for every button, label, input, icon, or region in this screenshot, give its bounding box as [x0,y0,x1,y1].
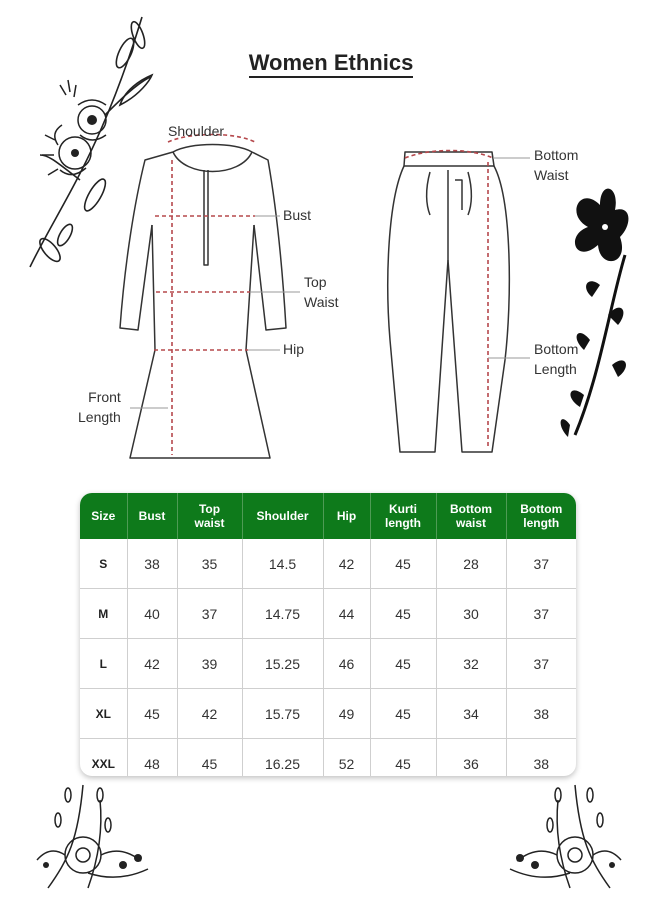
label-front-length-line1: Front [88,389,121,405]
header-size: Size [80,493,127,539]
cell-bottom-waist: 34 [436,689,506,739]
cell-bottom-length: 38 [533,755,550,772]
cell-top-waist: 35 [177,539,242,589]
floral-decoration-bottom-left-icon [28,780,158,890]
label-bust: Bust [283,207,312,223]
table-row [80,639,576,689]
label-bottom-waist-line1: Bottom [534,147,579,163]
cell-size: S [80,539,127,589]
table-row [80,689,576,739]
header-hip: Hip [323,493,370,539]
page-title: Women Ethnics [0,50,662,76]
cell-shoulder: 14.5 [242,539,323,589]
cell-size: L [80,639,127,689]
table-row [80,589,576,639]
label-hip: Hip [283,341,305,357]
cell-bottom-waist: 30 [436,589,506,639]
label-top-waist [304,272,338,312]
label-top-waist-line2: Waist [304,294,339,310]
label-front-length [78,387,121,427]
label-shoulder: Shoulder [168,123,225,139]
cell-bottom-length: 37 [506,589,576,639]
cell-size: XXL [80,739,127,777]
floral-decoration-bottom-right-icon [500,780,630,890]
cell-bottom-waist: 36 [436,739,506,777]
cell-top-waist: 37 [177,589,242,639]
label-bottom-length-line1: Bottom [534,341,579,357]
cell-hip: 49 [323,689,370,739]
cell-size: XL [80,689,127,739]
cell-bust: 48 [127,739,177,777]
cell-bottom-length: 38 [506,689,576,739]
cell-bust: 38 [127,539,177,589]
header-bottom-length: Bottom length [506,493,576,539]
cell-bust: 40 [127,589,177,639]
cell-top-waist: 42 [177,689,242,739]
header-bottom-waist: Bottom waist [436,493,506,539]
cell-shoulder: 15.75 [242,689,323,739]
cell-bottom-length: 37 [506,639,576,689]
size-chart-table [80,493,576,776]
cell-shoulder: 16.25 [242,739,323,777]
cell-hip: 44 [323,589,370,639]
cell-bust: 45 [127,689,177,739]
cell-shoulder: 15.25 [242,639,323,689]
label-top-waist-line1: Top [304,274,327,290]
cell-size: M [80,589,127,639]
cell-kurti-length: 45 [370,539,436,589]
cell-top-waist: 45 [177,739,242,777]
size-table [80,493,576,776]
cell-bottom-length: 37 [506,539,576,589]
label-front-length-line2: Length [78,409,121,425]
label-bottom-length-line2: Length [534,361,577,377]
cell-hip: 52 [323,739,370,777]
header-shoulder: Shoulder [242,493,323,539]
label-bottom-waist-line2: Waist [534,167,569,183]
cell-kurti-length: 45 [370,639,436,689]
table-row [80,739,576,777]
table-header-row [80,493,576,539]
cell-bottom-waist: 28 [436,539,506,589]
header-bust: Bust [127,493,177,539]
label-bottom-length [534,339,578,379]
cell-hip: 46 [323,639,370,689]
cell-shoulder: 14.75 [242,589,323,639]
cell-kurti-length: 45 [370,739,436,777]
label-bottom-waist [534,145,578,185]
table-row [80,539,576,589]
cell-bottom-waist: 32 [436,639,506,689]
cell-kurti-length: 45 [370,589,436,639]
header-top-waist: Top waist [177,493,242,539]
cell-bust: 42 [127,639,177,689]
cell-top-waist: 39 [177,639,242,689]
cell-kurti-length: 45 [370,689,436,739]
header-kurti-length: Kurti length [370,493,436,539]
cell-hip: 42 [323,539,370,589]
